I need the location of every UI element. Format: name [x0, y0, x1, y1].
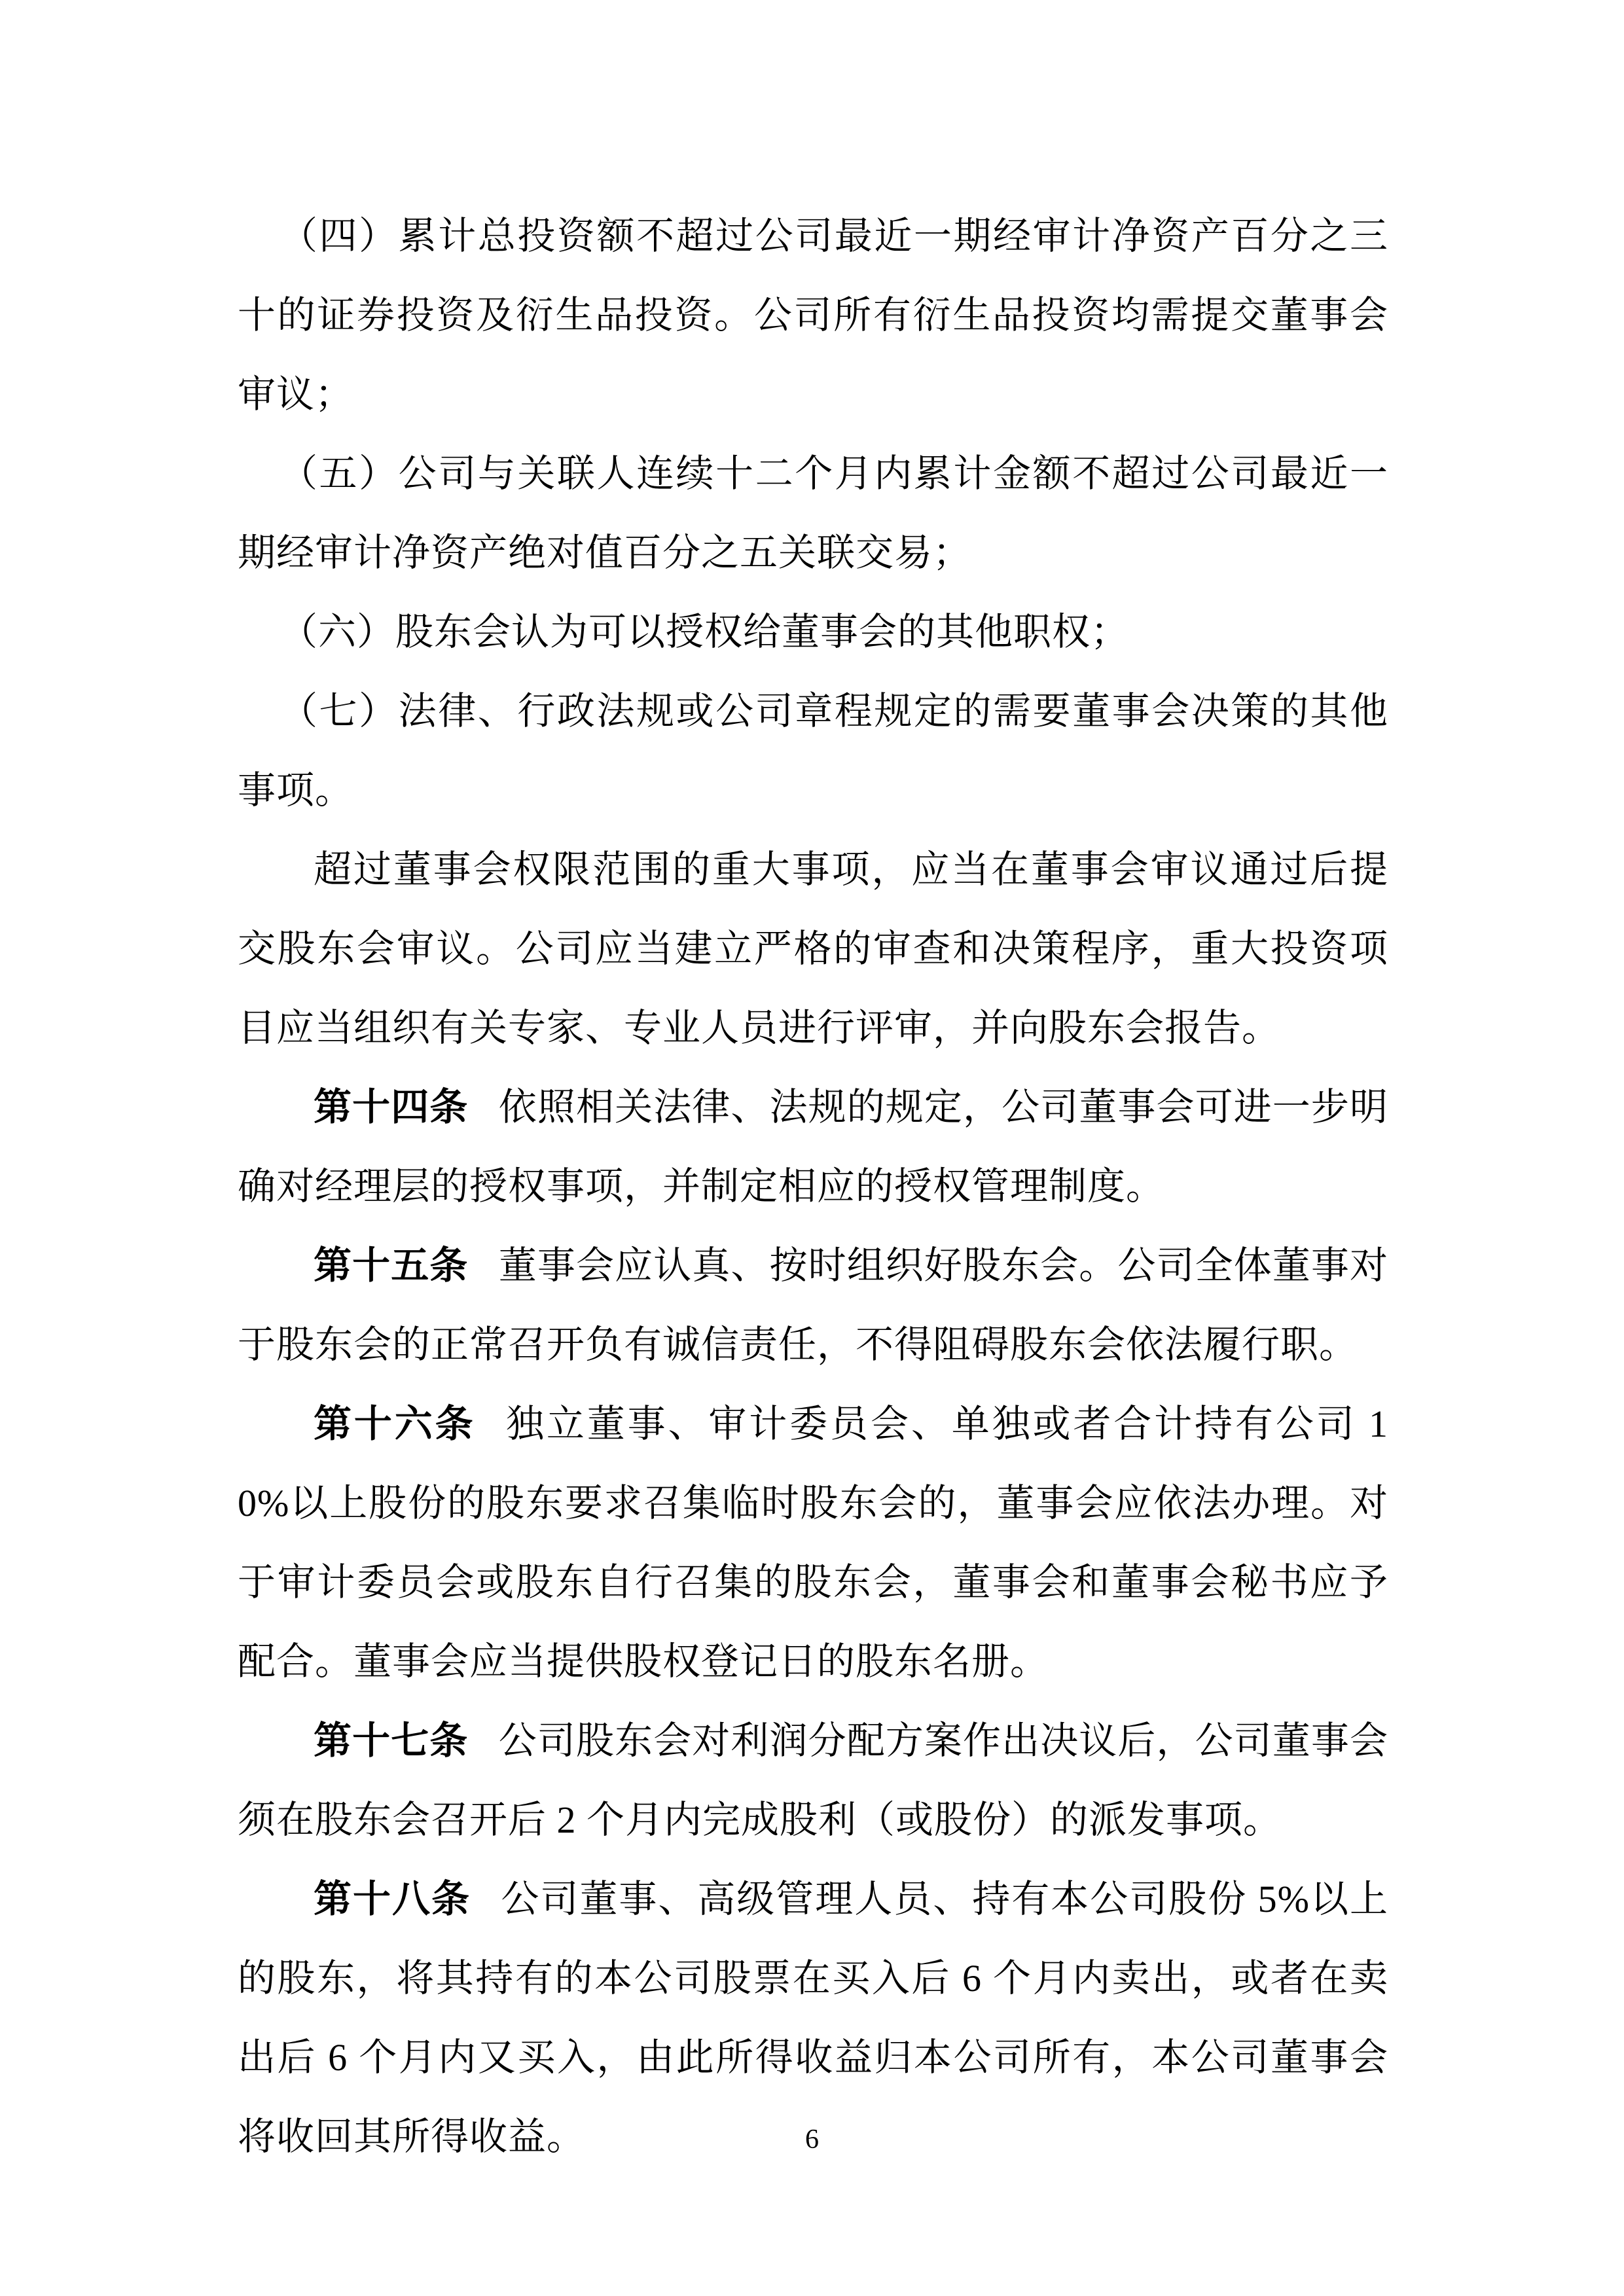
article-number-label: 第十四条	[314, 1086, 469, 1128]
article-text: 董事会应认真、按时组织好股东会。公司全体董事对于股东会的正常召开负有诚信责任，不得阻碍股东会依法履行职。	[238, 1244, 1388, 1366]
article-number-label: 第十八条	[314, 1878, 471, 1920]
article-number-label: 第十五条	[314, 1244, 469, 1287]
page-number: 6	[805, 2125, 819, 2155]
list-item: （四）累计总投资额不超过公司最近一期经审计净资产百分之三十的证券投资及衍生品投资。公司所有衍生品投资均需提交董事会审议；	[238, 215, 1388, 416]
article-text: 独立董事、审计委员会、单独或者合计持有公司 10%以上股份的股东要求召集临时股东会的，董事会应依法办理。对于审计委员会或股东自行召集的股东会，董事会和董事会秘书应予配合。董事会应当提供股权登记日的股东名册。	[238, 1403, 1388, 1683]
article-paragraph	[238, 1384, 1388, 1701]
article-number-label: 第十六条	[314, 1403, 476, 1445]
article-paragraph	[238, 1701, 1388, 1859]
article-text: 公司股东会对利润分配方案作出决议后，公司董事会须在股东会召开后 2 个月内完成股利（或股份）的派发事项。	[238, 1719, 1388, 1841]
list-item: （五）公司与关联人连续十二个月内累计金额不超过公司最近一期经审计净资产绝对值百分之五关联交易；	[238, 452, 1388, 574]
article-paragraph	[238, 1067, 1388, 1226]
article-paragraph	[238, 1226, 1388, 1384]
article-text: 公司董事、高级管理人员、持有本公司股份 5%以上的股东，将其持有的本公司股票在买入后 6 个月内卖出，或者在卖出后 6 个月内又买入，由此所得收益归本公司所有，本公司董事会将收回其所得收益。	[238, 1878, 1388, 2158]
document-body	[238, 196, 1388, 2176]
article-number-label: 第十七条	[314, 1719, 469, 1762]
list-item: （七）法律、行政法规或公司章程规定的需要董事会决策的其他事项。	[238, 690, 1388, 812]
article-text: 依照相关法律、法规的规定，公司董事会可进一步明确对经理层的授权事项，并制定相应的授权管理制度。	[238, 1086, 1388, 1208]
paragraph: 超过董事会权限范围的重大事项，应当在董事会审议通过后提交股东会审议。公司应当建立严格的审查和决策程序，重大投资项目应当组织有关专家、专业人员进行评审，并向股东会报告。	[238, 848, 1388, 1049]
list-item: （六）股东会认为可以授权给董事会的其他职权；	[280, 611, 1130, 653]
